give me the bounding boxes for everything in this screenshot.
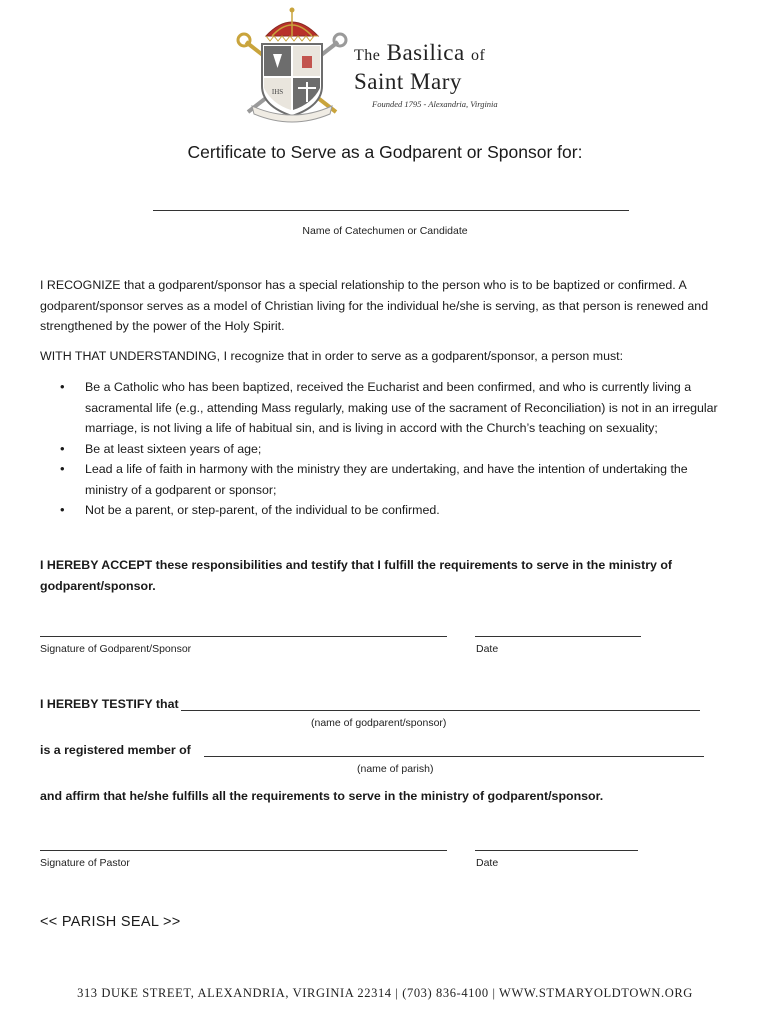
sponsor-signature-label: Signature of Godparent/Sponsor xyxy=(40,643,192,655)
certificate-title: Certificate to Serve as a Godparent or Sponsor for: xyxy=(187,142,583,162)
requirements-list xyxy=(40,377,730,521)
understanding-paragraph: WITH THAT UNDERSTANDING, I recognize that in order to serve as a godparent/sponsor, a person must: xyxy=(40,349,624,363)
parish-seal-placeholder: << PARISH SEAL >> xyxy=(40,914,181,930)
pastor-signature-label: Signature of Pastor xyxy=(40,857,130,869)
list-item: • Be at least sixteen years of age; xyxy=(40,439,730,460)
affirm-statement: and affirm that he/she fulfills all the requirements to serve in the ministry of godparent/sponsor. xyxy=(40,789,604,803)
testify-label: I HEREBY TESTIFY that xyxy=(40,697,179,711)
sponsor-date-line[interactable] xyxy=(475,636,641,637)
list-item: • Lead a life of faith in harmony with the ministry they are undertaking, and have the intention of undertaking the ministry of a godparent or sponsor; xyxy=(40,459,730,500)
basilica-logo xyxy=(232,6,532,124)
candidate-name-line[interactable] xyxy=(153,210,629,211)
logo-founded: Founded 1795 - Alexandria, Virginia xyxy=(372,99,498,109)
list-item: • Be a Catholic who has been baptized, received the Eucharist and been confirmed, and who is currently living a sacramental life (e.g., attending Mass regularly, making use of the sacrament of Reconciliation) is not in an irregular marriage, is not living a life of habitual sin, and is living in accord with the Church’s teaching on sexuality; xyxy=(40,377,730,439)
logo-line-2: Saint Mary xyxy=(354,69,462,94)
recognize-paragraph: I RECOGNIZE that a godparent/sponsor has a special relationship to the person who is to be baptized or confirmed. A godparent/sponsor serves as a model of Christian living for the individual he/she is serving, as that person is renewed and strengthened by the power of the Holy Spirit. xyxy=(40,278,709,333)
sponsor-date-label: Date xyxy=(476,643,499,655)
candidate-name-caption: Name of Catechumen or Candidate xyxy=(302,225,468,237)
parish-name-caption: (name of parish) xyxy=(357,763,434,775)
sponsor-signature-line[interactable] xyxy=(40,636,447,637)
basilica-crest-icon xyxy=(232,6,352,124)
logo-line-1: The Basilica of xyxy=(354,40,486,65)
list-item: • Not be a parent, or step-parent, of the individual to be confirmed. xyxy=(40,500,730,521)
pastor-signature-line[interactable] xyxy=(40,850,447,851)
svg-text:IHS: IHS xyxy=(271,88,284,96)
registered-label: is a registered member of xyxy=(40,743,191,757)
pastor-date-line[interactable] xyxy=(475,850,638,851)
godparent-name-caption: (name of godparent/sponsor) xyxy=(311,717,447,729)
footer-contact: 313 DUKE STREET, ALEXANDRIA, VIRGINIA 22314 | (703) 836-4100 | WWW.STMARYOLDTOWN.ORG xyxy=(77,986,693,1000)
parish-name-line[interactable] xyxy=(204,756,704,757)
logo-wordmark xyxy=(354,40,534,109)
accept-statement: I HEREBY ACCEPT these responsibilities and testify that I fulfill the requirements to serve in the ministry of godparent/sponsor. xyxy=(40,558,673,593)
pastor-date-label: Date xyxy=(476,857,499,869)
godparent-name-line[interactable] xyxy=(181,710,700,711)
